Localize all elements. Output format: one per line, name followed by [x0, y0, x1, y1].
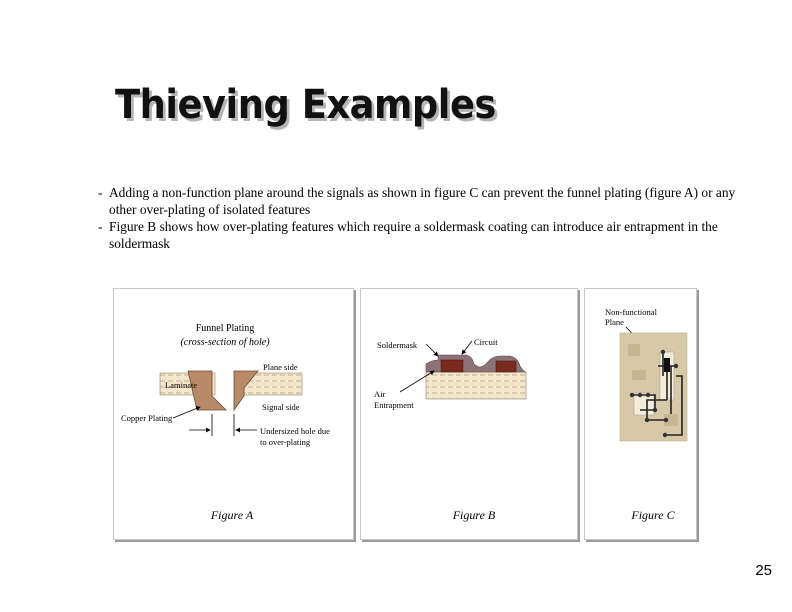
via-8: [664, 418, 668, 422]
plane-texture-1: [628, 344, 640, 356]
copper-left: [188, 371, 226, 410]
plane-side-label: Plane side: [263, 362, 298, 372]
figure-b-caption: Figure B: [452, 508, 496, 522]
plane-clearance-2: [634, 393, 654, 415]
via-7: [645, 418, 649, 422]
figure-a-caption: Figure A: [210, 508, 254, 522]
fig-a-subtitle: (cross-section of hole): [180, 337, 270, 348]
undersized-label: Undersized hole due: [260, 426, 330, 436]
circuit-arrow: [462, 341, 472, 354]
copper-arrow: [173, 407, 200, 418]
board-with-plane: [620, 333, 687, 441]
substrate: [426, 372, 526, 399]
figure-c-caption: Figure C: [631, 508, 675, 522]
soldermask-arrow: [426, 344, 438, 356]
non-functional-label: Non-functional: [605, 307, 657, 317]
bullet-dash: -: [98, 219, 103, 234]
via-3: [630, 393, 634, 397]
component-pad: [664, 358, 670, 372]
via-6: [653, 408, 657, 412]
via-2: [674, 364, 678, 368]
slide-title: Thieving Examples: [115, 82, 496, 128]
copper-plating-label: Copper Plating: [121, 413, 173, 423]
page-number: 25: [755, 562, 772, 579]
undersized-label-2: to over-plating: [260, 437, 311, 447]
bullet-text: Adding a non-function plane around the signals as shown in figure C can prevent the funnel plating (figure A) or any other over-plating of isolated features: [109, 185, 736, 217]
via-9: [663, 433, 667, 437]
laminate-label: Laminate: [165, 380, 198, 390]
soldermask-label: Soldermask: [377, 340, 418, 350]
via-4: [638, 393, 642, 397]
circuit-trace-2: [496, 361, 516, 372]
plane-texture-2: [632, 370, 646, 380]
soldermask-cross-section: [426, 355, 526, 399]
fig-a-title: Funnel Plating: [195, 323, 255, 334]
via-1: [661, 350, 665, 354]
via-5: [646, 393, 650, 397]
bullet-dash: -: [98, 185, 103, 200]
plane-label: Plane: [605, 317, 624, 327]
entrapment-label: Entrapment: [374, 400, 414, 410]
bullet-text: Figure B shows how over-plating features which require a soldermask coating can introduce air entrapment in the soldermask: [109, 219, 718, 251]
air-label: Air: [374, 389, 386, 399]
circuit-label: Circuit: [474, 337, 498, 347]
circuit-trace-1: [441, 360, 463, 372]
signal-side-label: Signal side: [262, 402, 300, 412]
